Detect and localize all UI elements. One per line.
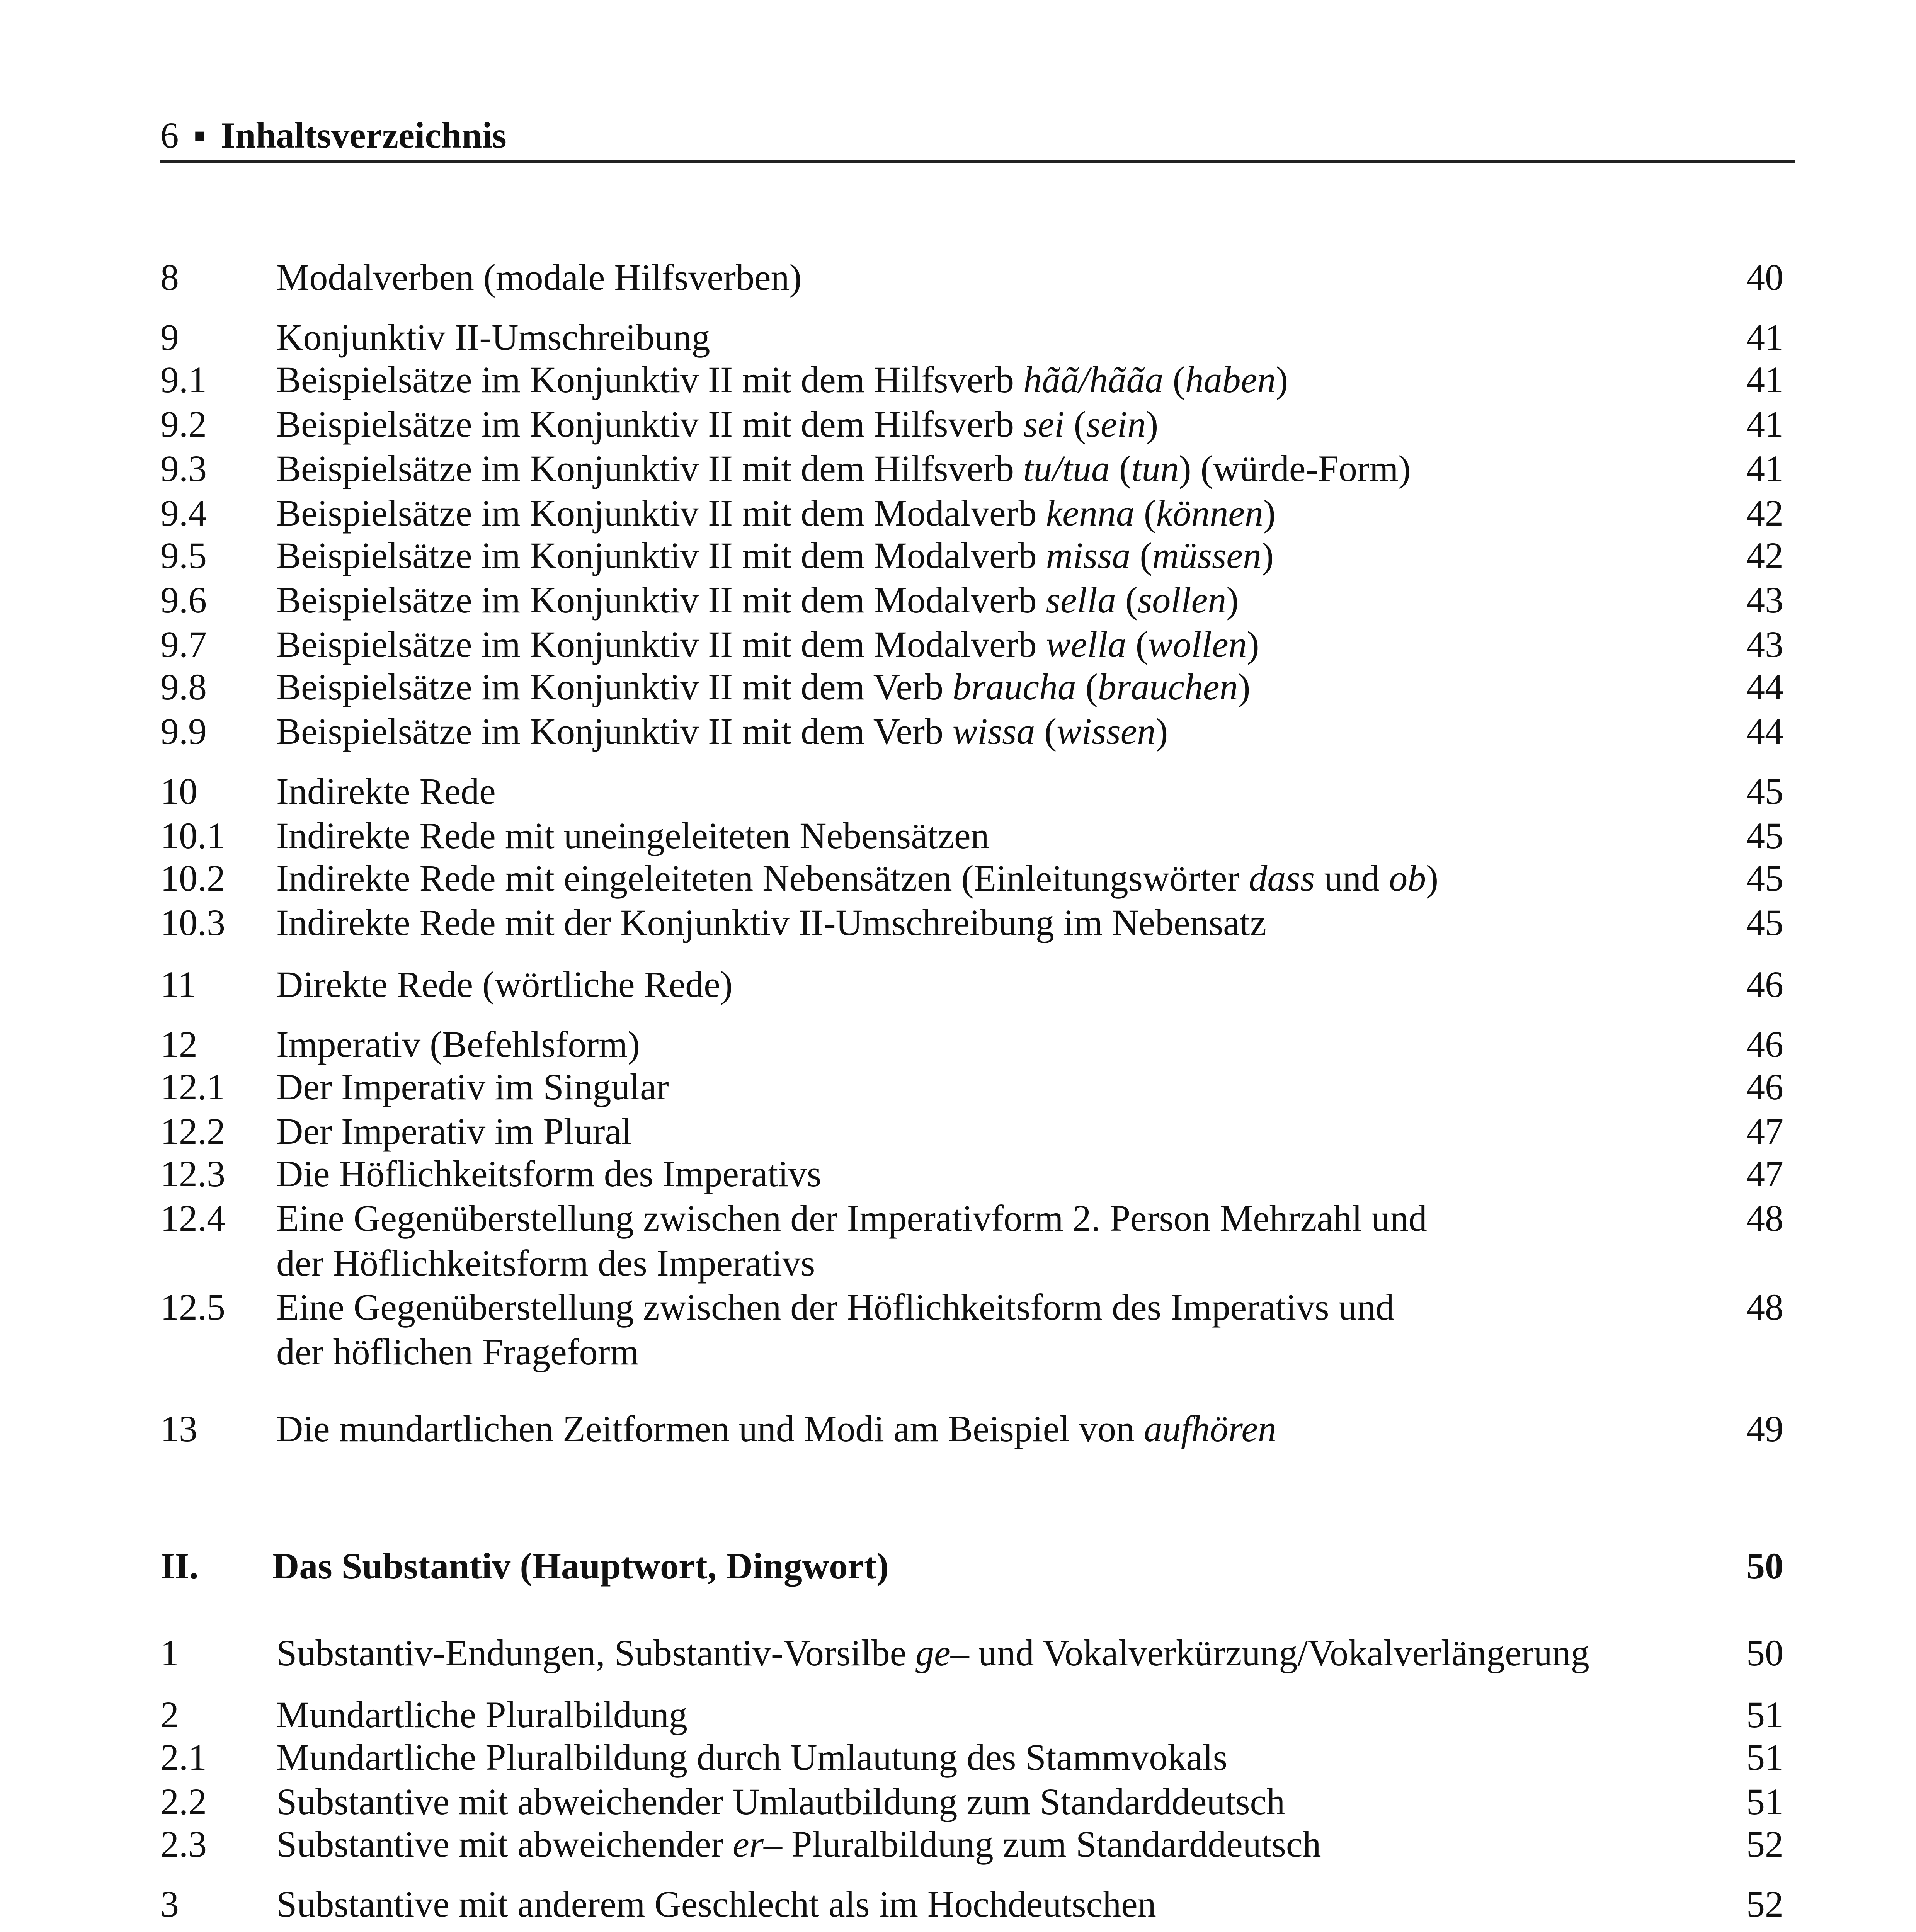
entry-title [276, 769, 496, 814]
entry-title-text: Der Imperativ im Plural [276, 1111, 632, 1152]
entry-page: 49 [1746, 1408, 1783, 1449]
entry-number: 2.1 [160, 1736, 207, 1778]
entry-page: 48 [1746, 1197, 1783, 1239]
entry-title [276, 813, 989, 858]
entry-title-italic: er [733, 1823, 764, 1865]
separator-glyph: ▪ [193, 115, 206, 156]
entry-title-italic: aufhören [1143, 1408, 1276, 1449]
entry-title-text: Beispielsätze im Konjunktiv II mit dem Verb [276, 666, 953, 707]
entry-title [276, 1692, 687, 1737]
entry-title-text: Konjunktiv II-Umschreibung [276, 316, 710, 358]
entry-title-text: Indirekte Rede mit der Konjunktiv II-Umschreibung im Nebensatz [276, 902, 1266, 943]
entry-title [276, 357, 1288, 402]
entry-title [272, 1544, 889, 1588]
paren-open: ( [1035, 711, 1057, 752]
entry-title-text: Die Höflichkeitsform des Imperativs [276, 1153, 822, 1194]
entry-page: 45 [1746, 815, 1783, 856]
entry-title [276, 1735, 1227, 1780]
entry-title-text: Beispielsätze im Konjunktiv II mit dem Modalverb [276, 535, 1046, 576]
entry-title [276, 665, 1250, 709]
entry-title-italic: ob [1389, 857, 1426, 899]
paren-close: ) [1247, 624, 1259, 665]
entry-number: 9.2 [160, 403, 207, 445]
entry-page: 52 [1746, 1883, 1783, 1925]
paren-close: ) [1179, 448, 1191, 489]
entry-title [276, 1631, 1589, 1675]
entry-number: 9.9 [160, 711, 207, 752]
entry-title [276, 491, 1276, 536]
entry-number: 10.2 [160, 857, 225, 899]
entry-title-text: der Höflichkeitsform des Imperativs [276, 1242, 815, 1284]
entry-page: 47 [1746, 1153, 1783, 1194]
entry-number: 2.3 [160, 1823, 207, 1865]
entry-title-text: ) [1426, 857, 1439, 899]
entry-number: 12.4 [160, 1197, 225, 1239]
entry-title [276, 402, 1158, 447]
entry-title-text: Substantive mit abweichender Umlautbildung zum Standarddeutsch [276, 1781, 1285, 1822]
paren-open: ( [1116, 579, 1138, 621]
entry-number: 9.4 [160, 492, 207, 534]
entry-number: 1 [160, 1632, 179, 1673]
entry-number: 9.8 [160, 666, 207, 707]
entry-title-text: Modalverben (modale Hilfsverben) [276, 257, 802, 298]
entry-title-text: Eine Gegenüberstellung zwischen der Höflichkeitsform des Imperativs und [276, 1286, 1394, 1328]
entry-title-text: – Pluralbildung zum Standarddeutsch [763, 1823, 1321, 1865]
entry-title-italic: braucha [952, 666, 1076, 707]
entry-title [276, 900, 1266, 945]
entry-title-text: Substantiv-Endungen, Substantiv-Vorsilbe [276, 1632, 916, 1673]
entry-title-italic: wissen [1057, 711, 1156, 752]
entry-page: 51 [1746, 1694, 1783, 1735]
entry-page: 50 [1746, 1545, 1783, 1587]
entry-title [276, 1822, 1321, 1867]
entry-title [276, 255, 802, 300]
entry-number: 12.2 [160, 1111, 225, 1152]
entry-page: 40 [1746, 257, 1783, 298]
entry-title [276, 1779, 1285, 1824]
entry-page: 51 [1746, 1781, 1783, 1822]
entry-page: 41 [1746, 359, 1783, 400]
entry-title-text: Eine Gegenüberstellung zwischen der Imperativform 2. Person Mehrzahl und [276, 1197, 1427, 1239]
paren-close: ) [1155, 711, 1168, 752]
paren-close: ) [1276, 359, 1288, 400]
entry-title-text: Der Imperativ im Singular [276, 1066, 669, 1107]
entry-page: 48 [1746, 1286, 1783, 1328]
page-title: Inhaltsverzeichnis [221, 115, 507, 156]
entry-page: 41 [1746, 448, 1783, 489]
entry-number: 2 [160, 1694, 179, 1735]
entry-number: 12.1 [160, 1066, 225, 1107]
paren-close: ) [1263, 492, 1276, 534]
entry-title [276, 1406, 1276, 1451]
entry-title-text: Beispielsätze im Konjunktiv II mit dem Hilfsverb [276, 359, 1023, 400]
entry-title [276, 578, 1239, 622]
entry-title-text: der höflichen Frageform [276, 1331, 639, 1372]
entry-title-italic: sein [1086, 403, 1146, 445]
entry-number: 9.5 [160, 535, 207, 576]
entry-page: 45 [1746, 902, 1783, 943]
entry-title [276, 856, 1438, 901]
entry-title [276, 315, 710, 360]
entry-page: 46 [1746, 964, 1783, 1005]
paren-open: ( [1064, 403, 1086, 445]
entry-page: 47 [1746, 1111, 1783, 1152]
paren-close: ) [1238, 666, 1251, 707]
paren-open: ( [1110, 448, 1132, 489]
entry-page: 44 [1746, 666, 1783, 707]
entry-title-text: Substantive mit anderem Geschlecht als im Hochdeutschen [276, 1883, 1156, 1925]
entry-number: 9.6 [160, 579, 207, 621]
entry-title [276, 1285, 1394, 1374]
entry-page: 43 [1746, 579, 1783, 621]
paren-close: ) [1226, 579, 1239, 621]
entry-title-text: Beispielsätze im Konjunktiv II mit dem Modalverb [276, 492, 1046, 534]
entry-title-text: Beispielsätze im Konjunktiv II mit dem Verb [276, 711, 953, 752]
entry-title-text: Mundartliche Pluralbildung durch Umlautung des Stammvokals [276, 1736, 1227, 1778]
paren-open: ( [1163, 359, 1185, 400]
entry-page: 42 [1746, 492, 1783, 534]
entry-title-text: Beispielsätze im Konjunktiv II mit dem Hilfsverb [276, 403, 1023, 445]
entry-title-italic: wollen [1148, 624, 1247, 665]
entry-title-text: Indirekte Rede mit eingeleiteten Nebensätzen (Einleitungswörter [276, 857, 1249, 899]
entry-page: 46 [1746, 1066, 1783, 1107]
entry-title [276, 709, 1168, 754]
entry-title [276, 962, 733, 1007]
entry-title-text: Beispielsätze im Konjunktiv II mit dem Modalverb [276, 579, 1046, 621]
entry-title-italic: kenna [1046, 492, 1135, 534]
entry-number: 10 [160, 770, 197, 812]
entry-page: 43 [1746, 624, 1783, 665]
entry-number: 10.1 [160, 815, 225, 856]
entry-title-text: Beispielsätze im Konjunktiv II mit dem Modalverb [276, 624, 1046, 665]
entry-title-italic: hãã/hããa [1023, 359, 1164, 400]
entry-number: 9.7 [160, 624, 207, 665]
entry-page: 50 [1746, 1632, 1783, 1673]
entry-title-italic: tun [1131, 448, 1179, 489]
paren-open: ( [1076, 666, 1098, 707]
entry-title [276, 446, 1411, 491]
entry-page: 45 [1746, 770, 1783, 812]
paren-open: ( [1134, 492, 1156, 534]
entry-number: 9.3 [160, 448, 207, 489]
entry-title [276, 1065, 669, 1109]
entry-page: 44 [1746, 711, 1783, 752]
entry-page: 41 [1746, 403, 1783, 445]
entry-title-text: Das Substantiv (Hauptwort, Dingwort) [272, 1545, 889, 1587]
entry-page: 45 [1746, 857, 1783, 899]
entry-title-text: Indirekte Rede mit uneingeleiteten Nebensätzen [276, 815, 989, 856]
entry-title [276, 533, 1274, 578]
entry-title-italic: sollen [1137, 579, 1227, 621]
page-number: 6 [160, 115, 179, 156]
entry-title [276, 1151, 821, 1196]
entry-number: II. [160, 1545, 199, 1587]
entry-number: 9 [160, 316, 179, 358]
entry-title [276, 1022, 640, 1067]
entry-title-italic: können [1156, 492, 1264, 534]
entry-title-italic: wella [1046, 624, 1126, 665]
entry-page: 41 [1746, 316, 1783, 358]
paren-close: ) [1261, 535, 1274, 576]
entry-number: 10.3 [160, 902, 225, 943]
entry-title-text: Substantive mit abweichender [276, 1823, 733, 1865]
entry-page: 51 [1746, 1736, 1783, 1778]
entry-title [276, 1196, 1427, 1286]
paren-open: ( [1126, 624, 1148, 665]
entry-title-text: – und Vokalverkürzung/Vokalverlängerung [950, 1632, 1589, 1673]
entry-number: 8 [160, 257, 179, 298]
paren-close: ) [1146, 403, 1159, 445]
entry-page: 46 [1746, 1024, 1783, 1065]
entry-number: 3 [160, 1883, 179, 1925]
entry-number: 11 [160, 964, 196, 1005]
entry-title-italic: brauchen [1098, 666, 1238, 707]
entry-title-italic: missa [1046, 535, 1131, 576]
entry-title-italic: wissa [952, 711, 1035, 752]
entry-title-italic: ge [915, 1632, 951, 1673]
entry-title-text: Beispielsätze im Konjunktiv II mit dem Hilfsverb [276, 448, 1023, 489]
entry-title-text: und [1315, 857, 1389, 899]
entry-number: 12.5 [160, 1286, 225, 1328]
entry-title-text: Mundartliche Pluralbildung [276, 1694, 687, 1735]
paren-open: ( [1130, 535, 1152, 576]
entry-title [276, 1109, 632, 1154]
entry-title [276, 622, 1259, 667]
entry-title-italic: tu/tua [1023, 448, 1110, 489]
entry-number: 9.1 [160, 359, 207, 400]
entry-number: 12 [160, 1024, 197, 1065]
entry-title-text: (würde-Form) [1191, 448, 1411, 489]
entry-title-italic: müssen [1152, 535, 1261, 576]
entry-title-text: Die mundartlichen Zeitformen und Modi am Beispiel von [276, 1408, 1144, 1449]
entry-number: 12.3 [160, 1153, 225, 1194]
entry-title-text: Indirekte Rede [276, 770, 496, 812]
entry-title-italic: haben [1185, 359, 1276, 400]
entry-title-italic: sei [1023, 403, 1065, 445]
entry-title-text: Imperativ (Befehlsform) [276, 1024, 640, 1065]
entry-number: 2.2 [160, 1781, 207, 1822]
entry-title [276, 1882, 1156, 1927]
entry-title-italic: sella [1046, 579, 1116, 621]
entry-title-text: Direkte Rede (wörtliche Rede) [276, 964, 733, 1005]
entry-number: 13 [160, 1408, 197, 1449]
entry-title-italic: dass [1249, 857, 1315, 899]
entry-page: 42 [1746, 535, 1783, 576]
entry-page: 52 [1746, 1823, 1783, 1865]
